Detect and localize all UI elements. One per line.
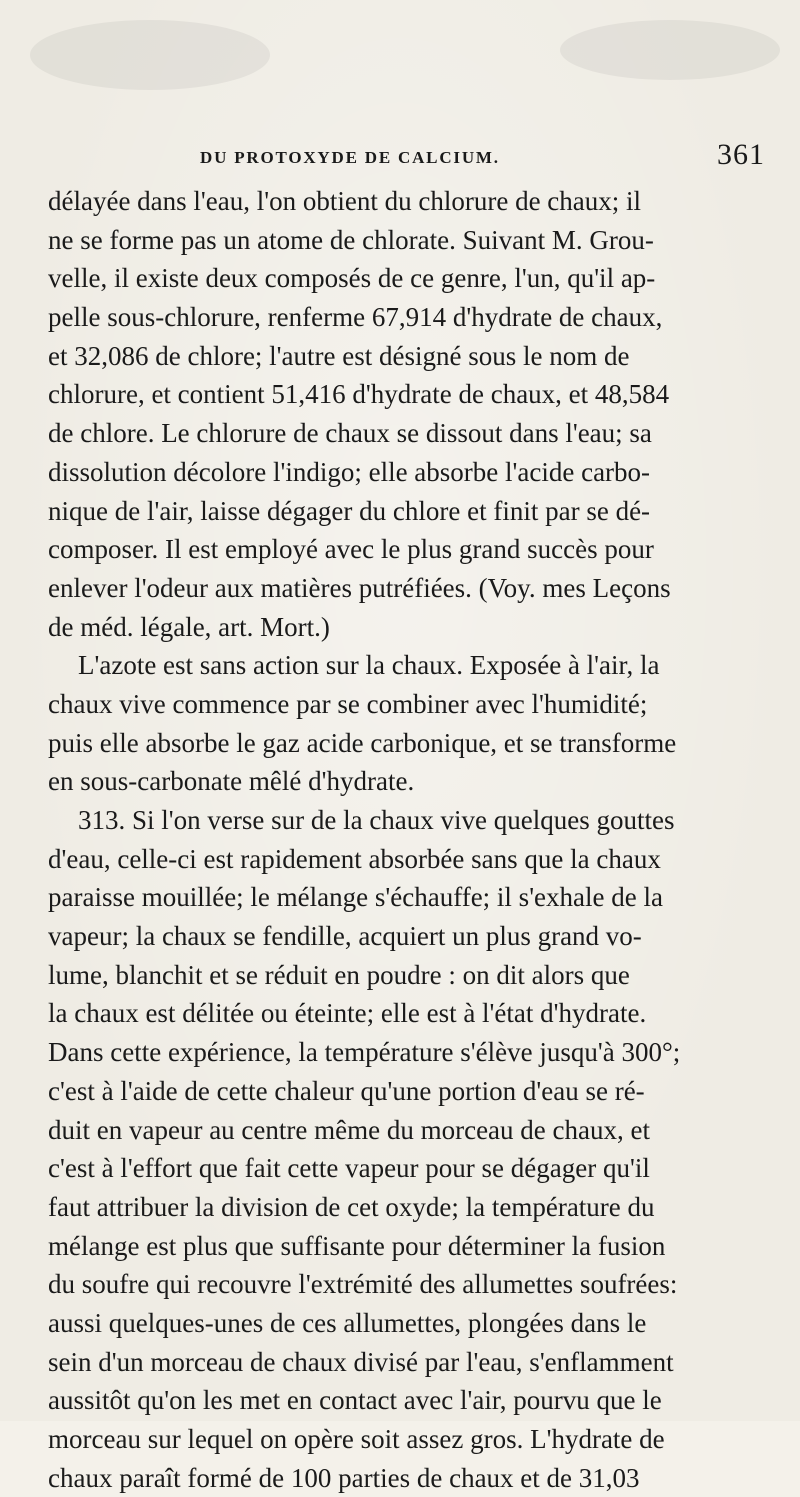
text-line: nique de l'air, laisse dégager du chlore et finit par se dé-	[48, 495, 651, 526]
text-line: chlorure, et contient 51,416 d'hydrate de chaux, et 48,584	[48, 379, 670, 410]
page-header	[200, 140, 765, 176]
page-number: 361	[717, 138, 765, 171]
text-line: composer. Il est employé avec le plus grand succès pour	[48, 534, 654, 565]
text-line: morceau sur lequel on opère soit assez gros. L'hydrate de	[48, 1424, 665, 1454]
text-line: 313. Si l'on verse sur de la chaux vive quelques gouttes	[78, 805, 675, 835]
text-line: lume, blanchit et se réduit en poudre : on dit alors que	[48, 959, 630, 990]
text-line: et 32,086 de chlore; l'autre est désigné sous le nom de	[48, 340, 630, 371]
text-line: de méd. légale, art. Mort.)	[48, 611, 330, 642]
text-line: mélange est plus que suffisante pour déterminer la fusion	[48, 1230, 666, 1261]
text-line: Dans cette expérience, la température s'élève jusqu'à 300°;	[48, 1037, 681, 1068]
text-line: chaux paraît formé de 100 parties de chaux et de 31,03	[48, 1462, 640, 1493]
running-title: DU PROTOXYDE DE CALCIUM.	[200, 148, 500, 167]
text-line: aussi quelques-unes de ces allumettes, plongées dans le	[48, 1307, 647, 1338]
text-line: sein d'un morceau de chaux divisé par l'eau, s'enflamment	[48, 1346, 674, 1377]
text-line: faut attribuer la division de cet oxyde; la température du	[48, 1191, 655, 1222]
text-line: la chaux est délitée ou éteinte; elle est à l'état d'hydrate.	[48, 998, 647, 1029]
text-line: vapeur; la chaux se fendille, acquiert un plus grand vo-	[48, 921, 642, 952]
text-line: d'eau, celle-ci est rapidement absorbée sans que la chaux	[48, 843, 661, 874]
text-line: puis elle absorbe le gaz acide carbonique, et se transforme	[48, 727, 677, 758]
text-line: duit en vapeur au centre même du morceau de chaux, et	[48, 1114, 650, 1145]
text-line: c'est à l'effort que fait cette vapeur pour se dégager qu'il	[48, 1153, 650, 1184]
body-text	[48, 182, 762, 1497]
text-line: pelle sous-chlorure, renferme 67,914 d'hydrate de chaux,	[48, 302, 663, 333]
text-line: du soufre qui recouvre l'extrémité des allumettes soufrées:	[48, 1269, 678, 1300]
text-line: dissolution décolore l'indigo; elle absorbe l'acide carbo-	[48, 456, 651, 487]
text-line: paraisse mouillée; le mélange s'échauffe; il s'exhale de la	[48, 882, 663, 913]
page-stain	[560, 20, 780, 80]
text-line: velle, il existe deux composés de ce genre, l'un, qu'il ap-	[48, 263, 656, 294]
text-line: chaux vive commence par se combiner avec l'humidité;	[48, 688, 648, 719]
text-line: en sous-carbonate mêlé d'hydrate.	[48, 766, 415, 797]
text-line: ne se forme pas un atome de chlorate. Suivant M. Grou-	[48, 224, 654, 255]
text-line: c'est à l'aide de cette chaleur qu'une portion d'eau se ré-	[48, 1075, 645, 1106]
text-line: de chlore. Le chlorure de chaux se dissout dans l'eau; sa	[48, 418, 652, 449]
text-line: aussitôt qu'on les met en contact avec l'air, pourvu que le	[48, 1385, 662, 1416]
page-stain	[30, 20, 270, 90]
text-line: L'azote est sans action sur la chaux. Exposée à l'air, la	[78, 650, 660, 681]
text-line: délayée dans l'eau, l'on obtient du chlorure de chaux; il	[48, 186, 642, 216]
text-line: enlever l'odeur aux matières putréfiées. (Voy. mes Leçons	[48, 572, 671, 603]
